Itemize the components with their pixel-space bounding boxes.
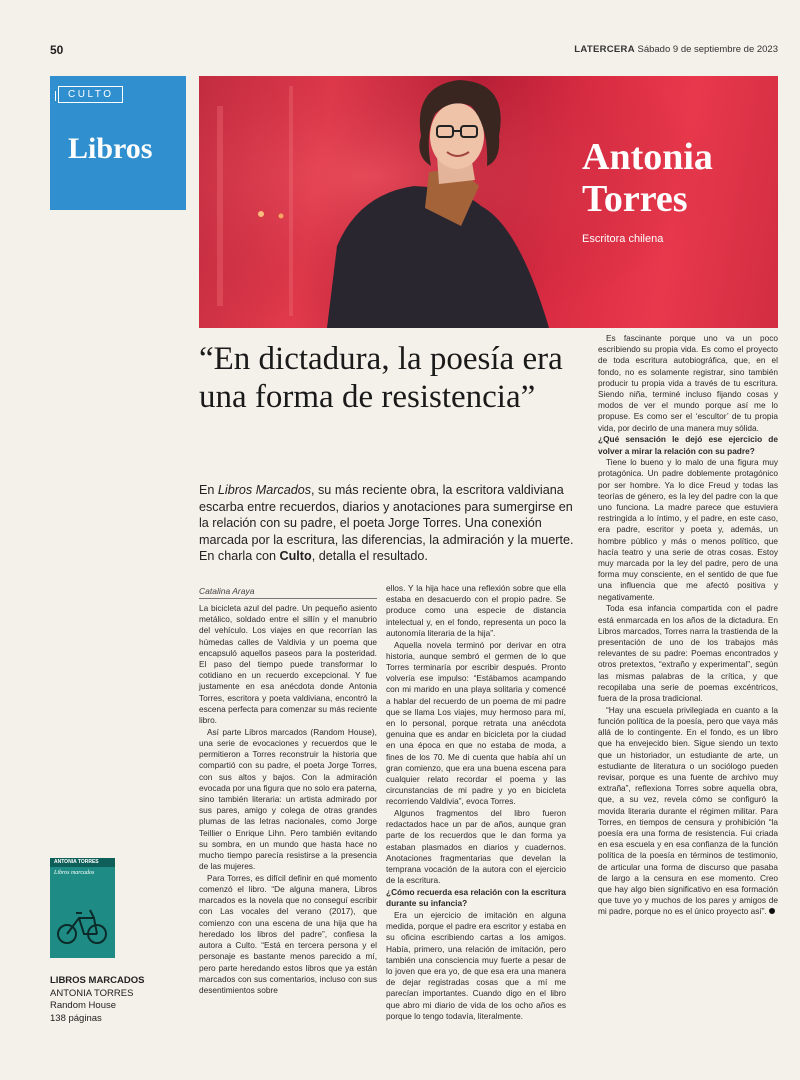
book-cover-title: Libros marcados [54, 870, 95, 876]
hero-name [582, 136, 713, 220]
paragraph [598, 705, 778, 918]
lead-book-title: Libros Marcados [217, 483, 312, 497]
paragraph: Algunos fragmentos del libro fueron redactados hace un par de años, aunque gran parte de los recuerdos que le dan forma ya estaban plasmados en diarios y cuadernos. Anotaciones fragmentarias que develan la temprana vocación de la autora con el ejercicio de la escritura. [386, 808, 566, 886]
section-box [50, 76, 186, 210]
lead-text-2: , su más reciente obra, la escritora valdiviana escarba entre recuerdos, diarios y anotaciones para sumergirse en la relación con su padre, el poeta Jorge Torres. Una conexión marcada por la escritura, las diferencias, la admiración y la muerte. En charla con [199, 483, 574, 563]
article-headline: “En dictadura, la poesía era una forma de resistencia” [199, 341, 563, 415]
lead-culto: Culto [279, 549, 312, 563]
article-column-1 [199, 603, 377, 997]
byline: Catalina Araya [199, 586, 377, 599]
interview-question: ¿Qué sensación le dejó ese ejercicio de volver a mirar la relación con su padre? [598, 434, 778, 456]
interview-question: ¿Cómo recuerda esa relación con la escritura durante su infancia? [386, 886, 566, 909]
paragraph: Toda esa infancia compartida con el padre está enmarcada en los años de la dictadura. En Libros marcados, Torres narra la trastienda de la presentación de uno de los trabajos más relevantes de su padre: Poemas encontrados y otros pretextos, “extraño y experimental”, según las mismas palabras de la crítica, y que recopilaba una serie de poemas excéntricos, fuera de la prosa tradicional. [598, 603, 778, 703]
hero-photo [199, 76, 778, 328]
lead-text-3: , detalla el resultado. [311, 549, 428, 563]
masthead-date: Sábado 9 de septiembre de 2023 [637, 44, 778, 55]
lead-text-1: En [199, 483, 218, 497]
paragraph: La bicicleta azul del padre. Un pequeño asiento metálico, soldado entre el sillín y el manubrio del vehículo. Los viajes en que recorrían las húmedas calles de Valdivia y un poema que encapsuló aquellos paseos para la posteridad. El paso del tiempo puede transformar lo cotidiano en un recuerdo excepcional. Y fue justamente en esa anécdota donde Antonia Torres, escritora y poeta valdiviana, encontró la escena perfecta para comenzar su más reciente libro. [199, 603, 377, 726]
paragraph: Tiene lo bueno y lo malo de una figura muy protagónica. Un padre doblemente protagónico por ser hombre. Ya lo dice Freud y todas las teorías de género, es la ley del padre con la que uno funciona. La madre parece que estuviera restringida a lo íntimo, y el padre, en este caso, era padre, escritor y poeta y, además, un hombre público y más o menos político, que hacía teatro y una serie de otras cosas. Estoy muy marcada por la ley del padre, pero de una forma muy consciente, en el sentido de que fue una influencia que me afectó positiva y negativamente. [598, 457, 778, 602]
article-column-2 [386, 583, 566, 1022]
hero-role: Escritora chilena [582, 233, 664, 245]
masthead-brand: LATERCERA [574, 44, 635, 55]
paragraph: Así parte Libros marcados (Random House), una serie de evocaciones y recuerdos que le permitieron a Torres reconstruir la historia que compartió con su padre, el poeta Jorge Torres, con sus altos y bajos. Con la admiración evocada por una figura que no solo era paterna, sino también literaria: un artista admirado por sus pares, amigo y colega de otras grandes plumas de las letras nacionales, como Jorge Teillier o Enrique Lihn. Pero también evitando su sombra, en un mundo que hasta hace no mucho tiempo parecía resistirse a la presencia de las mujeres. [199, 726, 377, 872]
paragraph: Aquella novela terminó por derivar en otra historia, aunque sembró el germen de lo que Torres terminaría por escribir después. Pronto volvería ese impulso: “Estábamos acampando con mi marido en una playa solitaria y comencé a hablar del recuerdo de un poema de mi padre que se llama Los viajes, muy hermoso para mí, en lo personal, porque retrata una anécdota genuina que es andar en bicicleta por la ciudad en una época en que no estaba de moda, a fines de los 70. Me di cuenta que había ahí un gran comienzo, que era una buena escena para cualquier relato recordar el poema y las circunstancias de mi padre y yo en bicicleta recorriendo Valdivia”, evoca Torres. [386, 639, 566, 807]
paragraph: Es fascinante porque uno va un poco escribiendo su propia vida. Es como el proyecto de toda escritura autobiográfica, que, en el fondo, no es solamente registrar, sino también producir tu propia vida a través de tu escritura. Siendo niña, terminé incluso fijando cosas y modos de ver el mundo porque así me lo propuse. Es como ser el ‘escultor’ de tu propia vida, por decirlo de una manera muy sólida. [598, 333, 778, 433]
section-title: Libros [68, 132, 153, 165]
article-lead [199, 482, 577, 565]
hero-name-last: Torres [582, 178, 688, 220]
paragraph-text: “Hay una escuela privilegiada en cuanto a la función política de la poesía, pero que vaya más allá de lo contingente. En el fondo, es un libro que ha envejecido bien. Sigue siendo un texto que un historiador, un estudiante de arte, un estudiante de literatura o un sociólogo pueden revisar, porque es una fuente de archivo muy extraña”, reflexiona Torres sobre aquella obra, que, a su vez, revela cómo se configuró la movida literaria durante el régimen militar. Para Torres, en tiempos de censura y prohibición “la poesía era una forma de resistencia. Fui criada en esa escuela y en esa confianza de la función política de la poesía en términos de testimonio, de articular una forma de discurso que pasaba de largo a la censura en ese momento. Creo que hay algo bien significativo en esa formación que tuve yo y muchos de los pares y amigos de mi padre, porque no es el único proyecto así”. [598, 704, 778, 917]
article-column-3 [598, 333, 778, 918]
book-author: ANTONIA TORRES [50, 987, 134, 999]
paragraph: Era un ejercicio de imitación en alguna medida, porque el padre era escritor y estaba en su oficina escribiendo cartas a los amigos. Había, primero, una relación de imitación, pero también una consciencia muy fuerte a pesar de lo joven que era yo, de que esa era una manera de dejar registradas cosas que a mí me parecían importantes. Cuando digo en el libro que abro mi diario de vida de los ocho años es porque lo tengo todavía, literalmente. [386, 909, 566, 1021]
book-title: LIBROS MARCADOS [50, 975, 145, 986]
hero-name-first: Antonia [582, 136, 713, 178]
page-number: 50 [50, 43, 64, 57]
book-publisher: Random House [50, 1000, 117, 1011]
end-mark-icon [769, 908, 775, 914]
culto-tag: CULTO [58, 86, 123, 103]
book-pages: 138 páginas [50, 1012, 102, 1024]
bicycle-icon [50, 858, 115, 958]
book-cover-author: ANTONIA TORRES [54, 859, 99, 865]
masthead [574, 44, 778, 55]
paragraph: Para Torres, es difícil definir en qué momento comenzó el libro. “De alguna manera, Libros marcados es la novela que no conseguí escribir con Las vocales del verano (2017), que comienzo con una escena de una hija que ha heredado los libros del padre”, confiesa la autora a Culto. “Está en tercera persona y el personaje es bastante menos parecido a mí, pero parte heredando estos libros que ya están marcados con sus comentarios, incluso con sus desentimientos sobre [199, 872, 377, 995]
paragraph: ellos. Y la hija hace una reflexión sobre que ella estaba en desacuerdo con el propio padre. Se produce como una especie de distancia intelectual y, en el fondo, representa un poco la autonomía literaria de la hija”. [386, 583, 566, 638]
book-info [50, 975, 190, 1025]
book-cover [50, 858, 115, 958]
